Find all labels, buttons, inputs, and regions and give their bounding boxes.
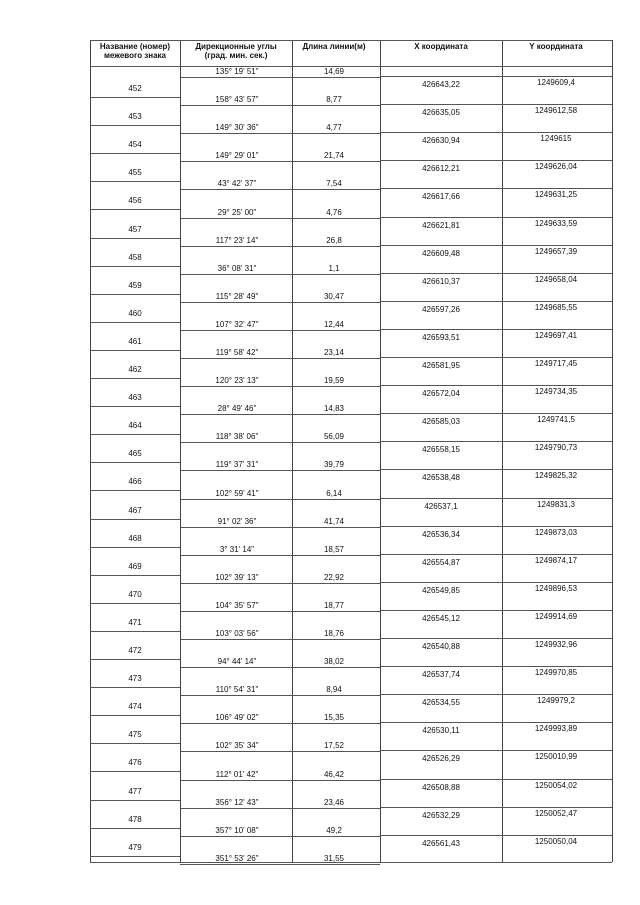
header-length-text: Длина линии(м) <box>302 42 366 51</box>
y-coordinate-cell: 1250054,02 <box>534 780 578 790</box>
length-cell: 21,74 <box>323 151 345 161</box>
row-divider <box>380 694 612 695</box>
row-divider <box>380 188 612 189</box>
angle-cell: 106° 49' 02" <box>215 713 259 723</box>
row-divider <box>380 469 612 470</box>
y-coordinate-cell: 1249825,32 <box>534 471 578 481</box>
y-coordinate-cell: 1249896,53 <box>534 583 578 593</box>
length-cell: 12,44 <box>323 319 345 329</box>
row-divider <box>180 864 380 865</box>
y-coordinate-cell: 1250050,04 <box>534 836 578 846</box>
point-name-cell: 462 <box>128 365 142 374</box>
x-coordinate-cell: 426593,51 <box>422 332 460 342</box>
length-cell: 49,2 <box>326 825 342 835</box>
angle-cell: 357° 10' 08" <box>215 825 259 835</box>
row-divider <box>380 835 612 836</box>
row-divider <box>380 273 612 274</box>
point-name-cell: 471 <box>128 617 142 627</box>
angle-cell: 3° 31' 14" <box>219 544 255 554</box>
point-name-cell: 470 <box>128 589 142 599</box>
point-name-cell: 463 <box>128 393 142 403</box>
point-name-cell: 457 <box>128 224 142 234</box>
row-divider <box>90 238 180 239</box>
angle-cell: 28° 49' 46" <box>217 404 257 414</box>
row-divider <box>90 771 180 772</box>
row-divider <box>380 498 612 499</box>
row-divider <box>180 527 380 528</box>
column-border <box>90 40 91 862</box>
angle-cell: 107° 32' 47" <box>215 319 259 329</box>
row-divider <box>380 217 612 218</box>
row-divider <box>380 722 612 723</box>
x-coordinate-cell: 426537,1 <box>424 501 458 511</box>
x-coordinate-cell: 426538,48 <box>422 473 460 483</box>
point-name-cell: 477 <box>128 786 142 796</box>
row-divider <box>90 687 180 688</box>
row-divider <box>180 808 380 809</box>
row-divider <box>180 639 380 640</box>
point-name-cell: 456 <box>128 196 142 206</box>
x-coordinate-cell: 426585,03 <box>422 417 460 427</box>
row-divider <box>90 547 180 548</box>
row-divider <box>380 582 612 583</box>
y-coordinate-cell: 1249685,55 <box>534 302 578 312</box>
x-coordinate-cell: 426643,22 <box>422 80 460 89</box>
header-angle-line2: (град. мин. сек.) <box>204 51 268 60</box>
angle-cell: 112° 01' 42" <box>215 769 259 779</box>
x-coordinate-cell: 426617,66 <box>422 192 460 202</box>
x-coordinate-cell: 426561,43 <box>422 838 460 848</box>
x-coordinate-cell: 426597,26 <box>422 304 460 314</box>
row-divider <box>380 554 612 555</box>
point-name-cell: 461 <box>128 336 142 346</box>
length-cell: 41,74 <box>323 516 345 526</box>
row-divider <box>380 104 612 105</box>
y-coordinate-cell: 1249831,3 <box>537 499 575 509</box>
row-divider <box>180 386 380 387</box>
x-coordinate-cell: 426536,34 <box>422 529 460 539</box>
y-coordinate-cell: 1249609,4 <box>537 78 575 87</box>
point-name-cell: 458 <box>128 252 142 262</box>
point-name-cell: 452 <box>128 84 142 93</box>
x-coordinate-cell: 426530,11 <box>422 726 460 736</box>
x-coordinate-cell: 426526,29 <box>422 754 460 764</box>
point-name-cell: 459 <box>128 280 142 290</box>
row-divider <box>90 434 180 435</box>
row-divider <box>180 77 380 78</box>
header-length <box>292 42 376 66</box>
point-name-cell: 460 <box>128 308 142 318</box>
x-coordinate-cell: 426545,12 <box>422 613 460 623</box>
angle-cell: 102° 39' 13" <box>215 572 259 582</box>
row-divider <box>180 780 380 781</box>
row-divider <box>380 779 612 780</box>
row-divider <box>180 161 380 162</box>
length-cell: 4,77 <box>326 123 342 133</box>
row-divider <box>180 414 380 415</box>
row-divider <box>180 695 380 696</box>
point-name-cell: 478 <box>128 814 142 824</box>
row-divider <box>180 611 380 612</box>
point-name-cell: 469 <box>128 561 142 571</box>
x-coordinate-cell: 426508,88 <box>422 782 460 792</box>
angle-cell: 149° 30' 36" <box>215 123 259 133</box>
header-name <box>92 42 178 66</box>
header-angle-line1: Дирекционные углы <box>195 42 277 51</box>
angle-cell: 115° 28' 49" <box>215 291 259 301</box>
header-y <box>502 42 610 66</box>
row-divider <box>90 743 180 744</box>
angle-cell: 119° 37' 31" <box>215 460 259 470</box>
row-divider <box>380 357 612 358</box>
y-coordinate-cell: 1249993,89 <box>534 724 578 734</box>
column-border <box>292 40 293 862</box>
row-divider <box>90 659 180 660</box>
angle-cell: 158° 43' 57" <box>215 95 259 105</box>
row-divider <box>90 322 180 323</box>
point-name-cell: 475 <box>128 730 142 740</box>
row-divider <box>380 666 612 667</box>
length-cell: 7,54 <box>326 179 342 189</box>
angle-cell: 119° 58' 42" <box>215 348 259 357</box>
x-coordinate-cell: 426534,55 <box>422 698 460 708</box>
row-divider <box>380 807 612 808</box>
row-divider <box>180 442 380 443</box>
x-coordinate-cell: 426621,81 <box>422 220 460 230</box>
x-coordinate-cell: 426554,87 <box>422 557 460 567</box>
angle-cell: 117° 23' 14" <box>215 235 259 245</box>
x-coordinate-cell: 426635,05 <box>422 108 460 118</box>
angle-cell: 110° 54' 31" <box>215 685 259 695</box>
length-cell: 30,47 <box>323 291 345 301</box>
row-divider <box>380 76 612 77</box>
length-cell: 19,59 <box>323 376 345 386</box>
row-divider <box>380 245 612 246</box>
point-name-cell: 479 <box>128 842 142 852</box>
table-top-border <box>90 40 612 41</box>
angle-cell: 351° 53' 26" <box>215 853 259 863</box>
angle-cell: 29° 25' 00" <box>217 207 257 217</box>
angle-cell: 43° 42' 37" <box>217 179 257 189</box>
row-divider <box>90 519 180 520</box>
length-cell: 38,02 <box>323 657 345 667</box>
x-coordinate-cell: 426612,21 <box>422 164 460 174</box>
angle-cell: 103° 03' 56" <box>215 629 259 638</box>
row-divider <box>90 856 180 857</box>
row-divider <box>90 575 180 576</box>
length-cell: 14,83 <box>323 404 345 414</box>
row-divider <box>90 125 180 126</box>
angle-cell: 120° 23' 13" <box>215 376 259 386</box>
x-coordinate-cell: 426540,88 <box>422 642 460 651</box>
row-divider <box>90 153 180 154</box>
length-cell: 1,1 <box>328 263 340 273</box>
row-divider <box>380 526 612 527</box>
point-name-cell: 467 <box>128 505 142 515</box>
row-divider <box>90 266 180 267</box>
row-divider <box>180 330 380 331</box>
row-divider <box>180 189 380 190</box>
length-cell: 23,14 <box>323 348 345 357</box>
point-name-cell: 468 <box>128 533 142 543</box>
angle-cell: 36° 08' 31" <box>217 263 257 273</box>
y-coordinate-cell: 1249970,85 <box>534 668 578 678</box>
y-coordinate-cell: 1249734,35 <box>534 387 578 397</box>
length-cell: 56,09 <box>323 432 345 442</box>
length-cell: 6,14 <box>326 488 342 498</box>
row-divider <box>180 302 380 303</box>
y-coordinate-cell: 1249658,04 <box>534 274 578 284</box>
point-name-cell: 474 <box>128 702 142 712</box>
point-name-cell: 465 <box>128 449 142 459</box>
length-cell: 15,35 <box>323 713 345 723</box>
point-name-cell: 476 <box>128 758 142 768</box>
angle-cell: 91° 02' 36" <box>217 516 257 526</box>
row-divider <box>380 160 612 161</box>
row-divider <box>180 358 380 359</box>
row-divider <box>180 723 380 724</box>
y-coordinate-cell: 1249697,41 <box>534 330 578 340</box>
x-coordinate-cell: 426609,48 <box>422 248 460 258</box>
x-coordinate-cell: 426537,74 <box>422 670 460 680</box>
y-coordinate-cell: 1249874,17 <box>534 555 578 565</box>
length-cell: 18,57 <box>323 544 345 554</box>
y-coordinate-cell: 1249932,96 <box>534 640 578 649</box>
header-angle <box>180 42 292 66</box>
header-x <box>380 42 502 66</box>
length-cell: 18,76 <box>323 629 345 638</box>
row-divider <box>90 350 180 351</box>
length-cell: 8,77 <box>326 95 342 105</box>
row-divider <box>90 406 180 407</box>
point-name-cell: 455 <box>128 168 142 178</box>
row-divider <box>180 133 380 134</box>
y-coordinate-cell: 1249626,04 <box>534 162 578 172</box>
length-cell: 22,92 <box>323 572 345 582</box>
row-divider <box>180 218 380 219</box>
row-divider <box>180 583 380 584</box>
header-x-text: X координата <box>414 42 468 51</box>
y-coordinate-cell: 1249790,73 <box>534 443 578 453</box>
angle-cell: 102° 35' 34" <box>215 741 259 751</box>
row-divider <box>90 462 180 463</box>
length-cell: 18,77 <box>323 600 345 610</box>
length-cell: 8,94 <box>326 685 342 695</box>
row-divider <box>380 610 612 611</box>
row-divider <box>90 800 180 801</box>
angle-cell: 94° 44' 14" <box>217 657 257 667</box>
y-coordinate-cell: 1249717,45 <box>534 359 578 368</box>
x-coordinate-cell: 426581,95 <box>422 361 460 370</box>
length-cell: 23,46 <box>323 797 345 807</box>
angle-cell: 135° 19' 51" <box>215 67 259 76</box>
length-cell: 4,76 <box>326 207 342 217</box>
angle-cell: 356° 12' 43" <box>215 797 259 807</box>
row-divider <box>90 490 180 491</box>
angle-cell: 149° 29' 01" <box>215 151 259 161</box>
length-cell: 14,69 <box>323 67 345 76</box>
point-name-cell: 466 <box>128 477 142 487</box>
row-divider <box>180 246 380 247</box>
x-coordinate-cell: 426532,29 <box>422 810 460 820</box>
y-coordinate-cell: 1249741,5 <box>537 415 575 425</box>
row-divider <box>380 301 612 302</box>
y-coordinate-cell: 1250052,47 <box>534 808 578 818</box>
row-divider <box>180 499 380 500</box>
point-name-cell: 464 <box>128 421 142 431</box>
y-coordinate-cell: 1249612,58 <box>534 106 578 116</box>
length-cell: 26,8 <box>326 235 342 245</box>
row-divider <box>180 667 380 668</box>
row-divider <box>90 209 180 210</box>
row-divider <box>380 132 612 133</box>
y-coordinate-cell: 1249873,03 <box>534 527 578 537</box>
y-coordinate-cell: 1249657,39 <box>534 246 578 256</box>
row-divider <box>380 329 612 330</box>
row-divider <box>90 603 180 604</box>
header-name-line1: Название (номер) <box>99 42 171 51</box>
row-divider <box>180 836 380 837</box>
x-coordinate-cell: 426558,15 <box>422 445 460 455</box>
column-border <box>612 40 613 862</box>
row-divider <box>180 751 380 752</box>
y-coordinate-cell: 1249979,2 <box>537 696 575 706</box>
row-divider <box>180 555 380 556</box>
row-divider <box>90 181 180 182</box>
length-cell: 46,42 <box>323 769 345 779</box>
row-divider <box>380 638 612 639</box>
row-divider <box>180 105 380 106</box>
header-name-line2: межевого знака <box>103 51 167 60</box>
x-coordinate-cell: 426630,94 <box>422 136 460 146</box>
y-coordinate-cell: 1249633,59 <box>534 218 578 228</box>
angle-cell: 102° 59' 41" <box>215 488 259 498</box>
row-divider <box>380 441 612 442</box>
x-coordinate-cell: 426572,04 <box>422 389 460 399</box>
row-divider <box>90 294 180 295</box>
row-divider <box>90 715 180 716</box>
y-coordinate-cell: 1249914,69 <box>534 611 578 621</box>
x-coordinate-cell: 426549,85 <box>422 585 460 595</box>
length-cell: 31,55 <box>323 853 345 863</box>
point-name-cell: 473 <box>128 674 142 684</box>
length-cell: 17,52 <box>323 741 345 751</box>
row-divider <box>90 378 180 379</box>
column-border <box>180 40 181 862</box>
row-divider <box>380 413 612 414</box>
point-name-cell: 472 <box>128 646 142 655</box>
row-divider <box>180 470 380 471</box>
header-y-text: Y координата <box>529 42 583 51</box>
angle-cell: 118° 38' 06" <box>215 432 259 442</box>
point-name-cell: 454 <box>128 140 142 150</box>
row-divider <box>180 274 380 275</box>
angle-cell: 104° 35' 57" <box>215 600 259 610</box>
row-divider <box>90 97 180 98</box>
row-divider <box>380 385 612 386</box>
length-cell: 39,79 <box>323 460 345 470</box>
point-name-cell: 453 <box>128 112 142 122</box>
y-coordinate-cell: 1250010,99 <box>534 752 578 762</box>
row-divider <box>380 750 612 751</box>
row-divider <box>90 828 180 829</box>
row-divider <box>90 631 180 632</box>
x-coordinate-cell: 426610,37 <box>422 276 460 286</box>
y-coordinate-cell: 1249631,25 <box>534 190 578 200</box>
y-coordinate-cell: 1249615 <box>540 134 572 144</box>
